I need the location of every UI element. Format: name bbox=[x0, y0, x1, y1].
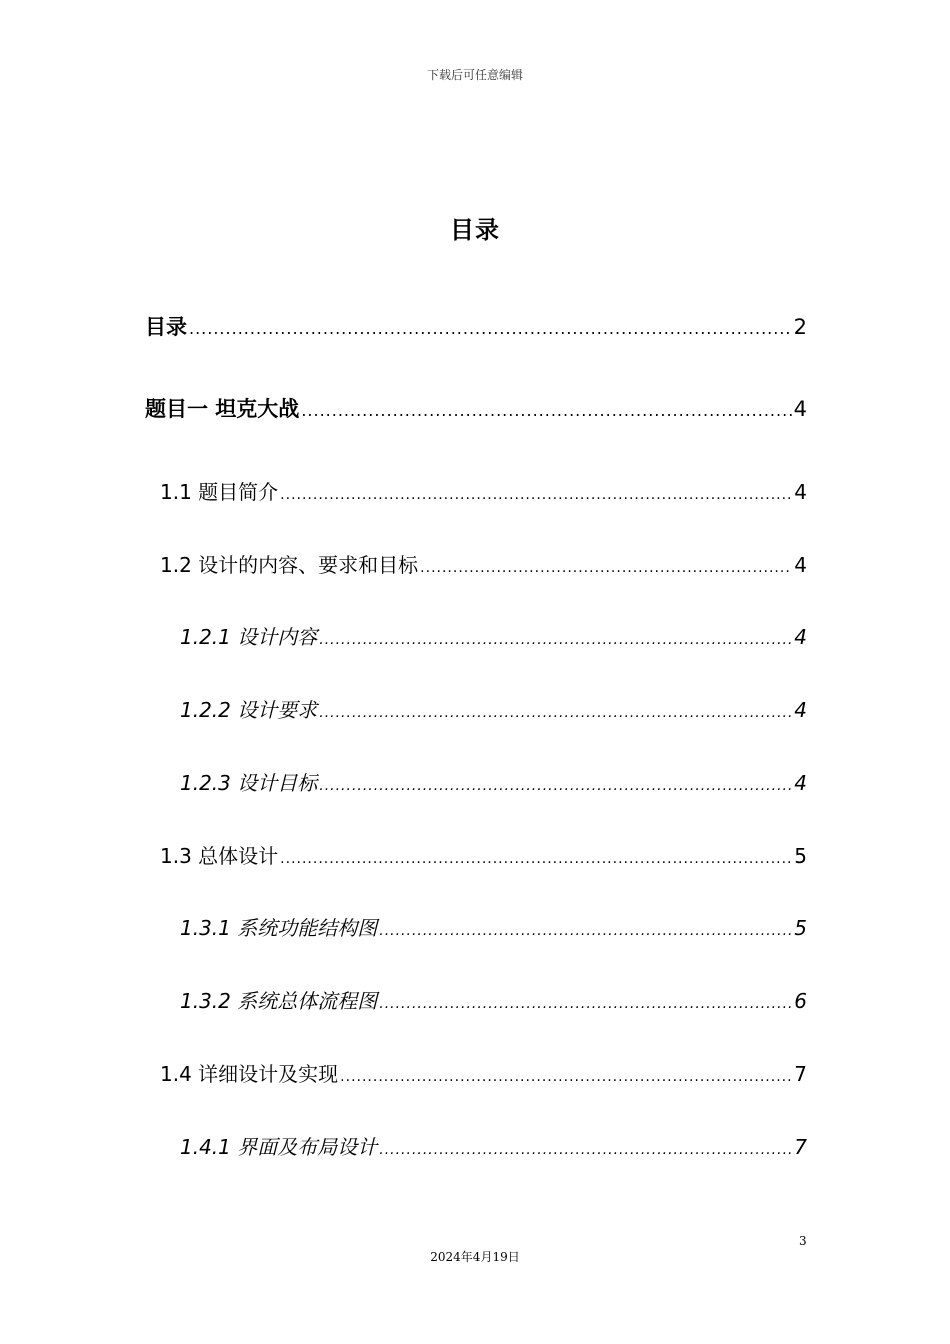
toc-entry-label: 1.3.2 系统总体流程图 bbox=[180, 989, 378, 1013]
toc-entry-contents[interactable] bbox=[145, 311, 807, 341]
toc-entry-label: 题目一 坦克大战 bbox=[145, 397, 300, 421]
dot-leader bbox=[379, 1142, 792, 1158]
toc-entry-page: 5 bbox=[794, 844, 807, 868]
dot-leader bbox=[319, 705, 792, 721]
toc-entry-1-3-2[interactable] bbox=[180, 985, 807, 1014]
toc-entry-1-2[interactable] bbox=[160, 549, 807, 578]
toc-entry-page: 2 bbox=[793, 315, 807, 339]
toc-entry-label: 1.2 设计的内容、要求和目标 bbox=[160, 553, 419, 577]
toc-entry-1-3-1[interactable] bbox=[180, 912, 807, 941]
toc-title: 目录 bbox=[450, 216, 500, 244]
toc-entry-page: 4 bbox=[794, 553, 807, 577]
toc-entry-page: 4 bbox=[794, 625, 807, 649]
dot-leader bbox=[319, 632, 792, 648]
toc-entry-page: 5 bbox=[794, 916, 807, 940]
page-number: 3 bbox=[799, 1234, 807, 1248]
dot-leader bbox=[379, 996, 792, 1012]
toc-entry-page: 4 bbox=[794, 480, 807, 504]
toc-entry-page: 6 bbox=[794, 989, 807, 1013]
toc-entry-label: 1.3 总体设计 bbox=[160, 844, 279, 868]
toc-entry-page: 7 bbox=[794, 1135, 807, 1159]
toc-entry-label: 1.2.3 设计目标 bbox=[180, 771, 318, 795]
toc-entry-label: 1.4.1 界面及布局设计 bbox=[180, 1135, 378, 1159]
dot-leader bbox=[420, 560, 792, 576]
footer-date: 2024年4月19日 bbox=[430, 1250, 520, 1264]
toc-entry-1-2-2[interactable] bbox=[180, 694, 807, 723]
toc-entry-1-4[interactable] bbox=[160, 1058, 807, 1087]
header-note: 下载后可任意编辑 bbox=[426, 68, 523, 82]
toc-entry-topic-1[interactable] bbox=[145, 393, 807, 423]
toc-entry-1-1[interactable] bbox=[160, 476, 807, 505]
toc-entry-label: 目录 bbox=[145, 315, 187, 339]
toc-entry-label: 1.4 详细设计及实现 bbox=[160, 1062, 339, 1086]
dot-leader bbox=[280, 851, 792, 867]
toc-entry-1-2-3[interactable] bbox=[180, 767, 807, 796]
toc-entry-label: 1.1 题目简介 bbox=[160, 480, 279, 504]
dot-leader bbox=[189, 319, 792, 338]
toc-entry-page: 4 bbox=[793, 397, 807, 421]
toc-entry-page: 4 bbox=[794, 771, 807, 795]
toc-entry-1-2-1[interactable] bbox=[180, 621, 807, 650]
toc-entry-label: 1.3.1 系统功能结构图 bbox=[180, 916, 378, 940]
toc-entry-page: 4 bbox=[794, 698, 807, 722]
toc-entry-page: 7 bbox=[794, 1062, 807, 1086]
toc-entry-1-3[interactable] bbox=[160, 840, 807, 869]
dot-leader bbox=[301, 401, 791, 420]
toc-entry-label: 1.2.2 设计要求 bbox=[180, 698, 318, 722]
dot-leader bbox=[319, 778, 792, 794]
dot-leader bbox=[379, 923, 792, 939]
dot-leader bbox=[280, 487, 792, 503]
dot-leader bbox=[340, 1069, 792, 1085]
toc-entry-1-4-1[interactable] bbox=[180, 1131, 807, 1160]
toc-entry-label: 1.2.1 设计内容 bbox=[180, 625, 318, 649]
